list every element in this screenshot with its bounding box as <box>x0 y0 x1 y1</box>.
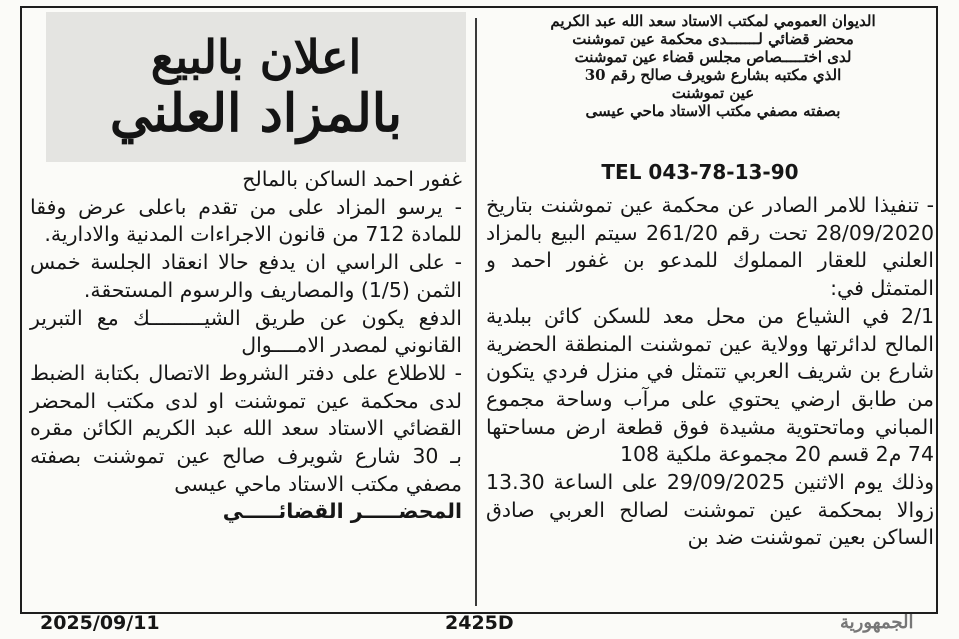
telephone-number: TEL 043-78-13-90 <box>601 160 799 184</box>
header-line: محضر قضائي لـــــــدى محكمة عين تموشنت <box>572 30 854 48</box>
header-line: لدى اختـــــصاص مجلس قضاء عين تموشنت <box>574 48 852 66</box>
newspaper-logo: الجمهورية <box>840 612 914 633</box>
paragraph: - على الراسي ان يدفع حالا انعقاد الجلسة خمس الثمن (1/5) والمصاريف والرسوم المستحقة. <box>30 250 462 302</box>
paragraph: 2/1 في الشياع من محل معد للسكن كائن ببلدية المالح لدائرتها وولاية عين تموشنت المنطقة الحضرية شارع بن شريف العربي تتمثل في منزل فردي يتكون من طابق ارضي يحتوي على مرآب وساحة مجموع المباني وماتحتوية مشيدة فوق قطعة ارض مساحتها 74 م2 قسم 20 مجموعة ملكية 108 <box>486 303 934 467</box>
office-header <box>488 12 938 120</box>
signature: المحضـــــر القضائـــــي <box>222 499 462 524</box>
left-column <box>30 166 462 526</box>
footer-date: 2025/09/11 <box>40 612 160 634</box>
title-line-2: بالمزاد العلني <box>109 82 403 144</box>
title-line-1: اعلان بالبيع <box>150 29 362 84</box>
announcement-title <box>46 12 466 162</box>
header-line: الديوان العمومي لمكتب الاستاد سعد الله عبد الكريم <box>550 12 876 30</box>
paragraph: غفور احمد الساكن بالمالح <box>242 167 462 191</box>
paragraph: الدفع يكون عن طريق الشيـــــــــك مع التبرير القانوني لمصدر الامــــوال <box>30 305 462 358</box>
paragraph: وذلك يوم الاثنين 29/09/2025 على الساعة 13.30 زوالا بمحكمة عين تموشنت لصالح العربي صادق الساكن بعين تموشنت ضد بن <box>486 470 934 550</box>
header-line: عين تموشنت <box>671 84 755 102</box>
paragraph: - تنفيذا للامر الصادر عن محكمة عين تموشنت بتاريخ 28/09/2020 تحت رقم 261/20 سيتم البيع بالمزاد العلني للعقار المملوك للمدعو بن غفور احمد و المتمثل في: <box>486 193 934 301</box>
column-divider <box>475 18 477 606</box>
right-column <box>486 192 934 552</box>
paragraph: - يرسو المزاد على من تقدم باعلى عرض وفقا للمادة 712 من قانون الاجراءات المدنية والادارية. <box>30 194 462 247</box>
header-line: الذي مكتبه بشارع شويرف صالح رقم 30 <box>584 66 842 84</box>
paragraph: - للاطلاع على دفتر الشروط الاتصال بكتابة الضبط لدى محكمة عين تموشنت او لدى مكتب المحضر القضائي الاستاد سعد الله عبد الكريم الكائن مقره بـ 30 شارع شويرف صالح عين تموشنت بصفته مصفي مكتب الاستاد ماحي عيسى <box>30 360 463 496</box>
header-line: بصفته مصفي مكتب الاستاد ماحي عيسى <box>585 102 841 120</box>
footer-code: 2425D <box>445 612 514 634</box>
